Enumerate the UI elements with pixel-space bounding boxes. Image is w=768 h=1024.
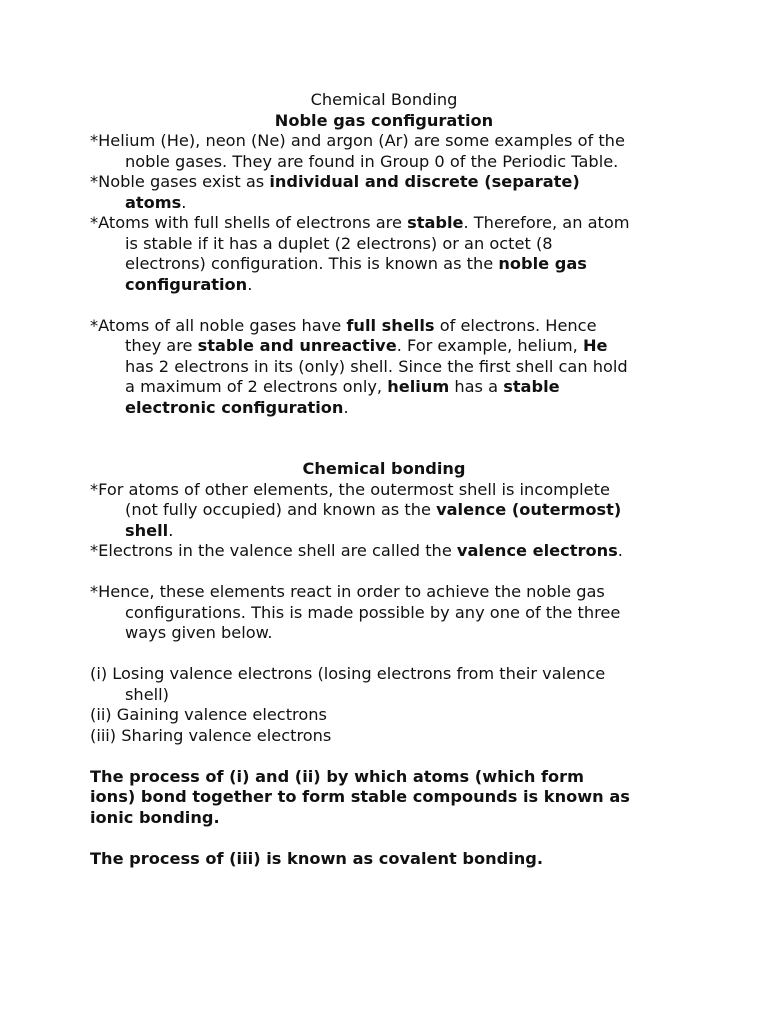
section-full-shells	[90, 316, 690, 419]
section-heading	[90, 459, 690, 480]
text-line	[90, 336, 690, 357]
text-run: shell)	[125, 684, 169, 704]
text-run: (ii) Gaining valence electrons	[90, 705, 327, 724]
blank-line	[90, 644, 690, 665]
document-title: Chemical Bonding	[310, 90, 458, 109]
heading-text: Chemical bonding	[302, 459, 466, 478]
bold-text: He	[582, 336, 608, 355]
text-run: a maximum of 2 electrons only,	[125, 377, 388, 396]
bold-text: valence electrons	[456, 541, 618, 560]
text-line	[90, 726, 690, 747]
text-run: has 2 electrons in its (only) shell. Since the first shell can hold	[125, 356, 628, 376]
text-run: has a	[449, 377, 504, 396]
text-run: *Atoms with full shells of electrons are	[90, 213, 408, 232]
text-run: . For example, helium,	[396, 336, 583, 355]
blank-line	[90, 295, 690, 316]
bold-text: shell	[125, 520, 169, 540]
bold-text: full shells	[346, 315, 435, 335]
text-run: *Noble gases exist as	[90, 172, 270, 191]
text-run: (iii) Sharing valence electrons	[90, 725, 332, 745]
text-run: .	[617, 541, 623, 560]
text-line	[90, 398, 690, 419]
bold-text: electronic configuration	[125, 397, 344, 417]
text-run: is stable if it has a duplet (2 electrons) or an octet (8	[125, 233, 553, 253]
section-valence-shell	[90, 480, 690, 562]
text-line	[90, 172, 690, 193]
bold-text: The process of (iii) is known as covalent bonding.	[90, 848, 544, 868]
text-run: ways given below.	[125, 623, 273, 642]
text-run: (not fully occupied) and known as the	[125, 500, 437, 519]
text-run: electrons) configuration. This is known as the	[125, 254, 499, 273]
blank-line	[90, 828, 690, 849]
blank-line	[90, 439, 690, 460]
text-line	[90, 767, 690, 788]
text-run: configurations. This is made possible by any one of the three	[125, 602, 621, 622]
text-line	[90, 234, 690, 255]
blank-line	[90, 418, 690, 439]
text-line	[90, 521, 690, 542]
bold-text: ions) bond together to form stable compounds is known as	[90, 787, 630, 806]
text-line	[90, 357, 690, 378]
document-subtitle	[90, 111, 690, 132]
text-line	[90, 849, 690, 870]
text-line	[90, 664, 690, 685]
text-line	[90, 213, 690, 234]
text-line	[90, 685, 690, 706]
text-line	[90, 275, 690, 296]
text-line	[90, 193, 690, 214]
text-line	[90, 377, 690, 398]
text-run: noble gases. They are found in Group 0 of the Periodic Table.	[125, 151, 619, 171]
text-line	[90, 152, 690, 173]
section-ionic-bonding	[90, 767, 690, 829]
text-line	[90, 705, 690, 726]
text-run: *Helium (He), neon (Ne) and argon (Ar) are some examples of the	[90, 131, 625, 150]
bold-text: stable	[503, 377, 560, 396]
bold-text: helium	[387, 377, 450, 396]
text-line	[90, 808, 690, 829]
text-run: . Therefore, an atom	[463, 213, 630, 232]
text-run: (i) Losing valence electrons (losing electrons from their valence	[90, 664, 606, 683]
subtitle-text: Noble gas configuration	[274, 110, 494, 130]
bold-text: The process of (i) and (ii) by which atoms (which form	[90, 766, 585, 786]
bold-text: ionic bonding.	[90, 807, 220, 827]
section-ways-list	[90, 664, 690, 746]
document-body	[90, 90, 690, 869]
text-line	[90, 582, 690, 603]
bold-text: noble gas	[498, 254, 587, 273]
text-run: .	[181, 192, 187, 212]
text-line	[90, 500, 690, 521]
text-line	[90, 787, 690, 808]
bold-text: atoms	[125, 192, 182, 212]
bold-text: individual and discrete (separate)	[269, 172, 580, 191]
text-run: .	[168, 520, 174, 540]
text-line	[90, 316, 690, 337]
text-run: .	[343, 397, 349, 417]
text-run: *For atoms of other elements, the outermost shell is incomplete	[90, 479, 610, 499]
section-covalent-bonding	[90, 849, 690, 870]
bold-text: configuration	[125, 274, 248, 294]
section-react	[90, 582, 690, 644]
text-line	[90, 254, 690, 275]
text-line	[90, 623, 690, 644]
section-noble-gases	[90, 131, 690, 295]
text-run: .	[247, 274, 253, 294]
bold-text: stable	[407, 213, 464, 232]
text-line	[90, 131, 690, 152]
text-run: *Hence, these elements react in order to achieve the noble gas	[90, 582, 605, 601]
bold-text: valence (outermost)	[436, 500, 622, 519]
bold-text: stable and unreactive	[197, 336, 397, 355]
blank-line	[90, 562, 690, 583]
text-line	[90, 541, 690, 562]
text-line	[90, 480, 690, 501]
text-run: *Electrons in the valence shell are called the	[90, 541, 457, 560]
text-run: they are	[125, 336, 198, 355]
text-run: of electrons. Hence	[434, 315, 597, 335]
text-run: *Atoms of all noble gases have	[90, 315, 347, 335]
text-line	[90, 603, 690, 624]
blank-line	[90, 746, 690, 767]
